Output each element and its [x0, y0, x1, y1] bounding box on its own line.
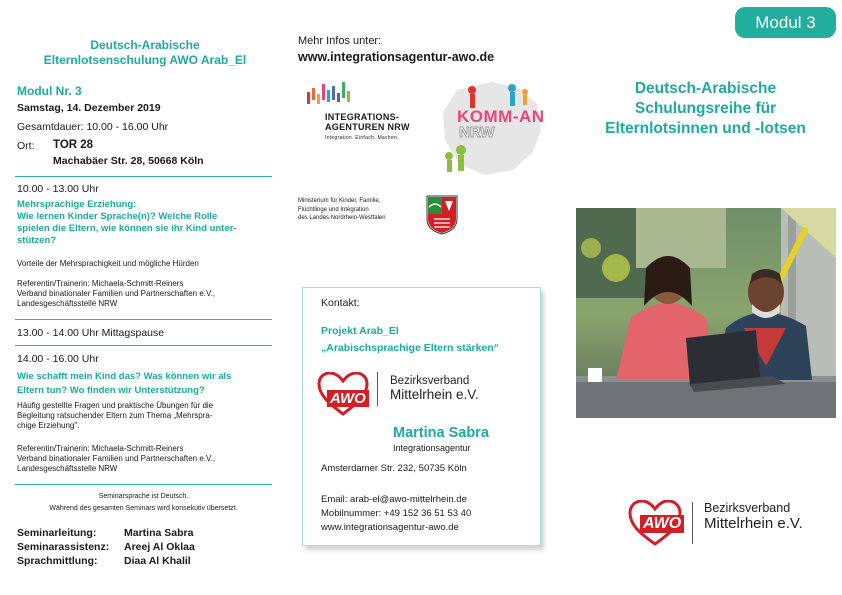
awo-org-line: Bezirksverband — [704, 501, 791, 515]
divider — [15, 319, 272, 320]
block2-trainer-line: Verband binationaler Familien und Partnerschaften e.V., — [17, 454, 216, 463]
awo-wordmark: AWO — [327, 390, 369, 407]
contact-email[interactable]: Email: arab-el@awo-mittelrhein.de — [321, 494, 467, 505]
left-title-line1: Deutsch-Arabische — [90, 38, 200, 52]
right-title-line: Schulungsreihe für — [634, 100, 777, 117]
awo-logo-right — [628, 500, 838, 546]
lunch-break: 13.00 - 14.00 Uhr Mittagspause — [17, 327, 165, 339]
block2-desc-line: Häufig gestellte Fragen und praktische Übungen für die — [17, 401, 214, 410]
ia-logo-line: AGENTUREN NRW — [325, 122, 410, 132]
block1-trainer-line: Referentin/Trainerin: Michaela-Schmitt-Reiners — [17, 279, 184, 288]
module-badge: Modul 3 — [735, 7, 836, 38]
integrationsagenturen-logo — [305, 82, 425, 146]
block2-heading-line: Wie schafft mein Kind das? Was können wir als — [17, 371, 232, 382]
ministry-line: Ministerium für Kinder, Familie, — [298, 198, 381, 204]
date: Samstag, 14. Dezember 2019 — [17, 102, 161, 114]
awo-org-line: Mittelrhein e.V. — [390, 387, 479, 402]
more-info-url[interactable]: www.integrationsagentur-awo.de — [298, 50, 495, 64]
awo-org-line: Bezirksverband — [390, 375, 470, 387]
staff-row — [17, 526, 195, 540]
nrw-coat-of-arms-icon — [426, 195, 458, 235]
contact-phone: Mobilnummer: +49 152 36 51 53 40 — [321, 508, 472, 519]
block2-desc-line: chige Erziehung". — [17, 421, 80, 430]
nrw-text: NRW — [459, 124, 495, 141]
place-name: TOR 28 — [53, 139, 94, 151]
divider — [15, 484, 272, 485]
block1-description: Vorteile der Mehrsprachigkeit und mögliche Hürden — [17, 259, 199, 268]
left-title-line2: Elternlotsenschulung AWO Arab_El — [43, 53, 247, 67]
staff-row — [17, 540, 195, 554]
block2-desc-line: Begleitung ratsuchender Eltern zum Thema „Mehrspra- — [17, 411, 213, 420]
contact-address: Amsterdamer Str. 232, 50735 Köln — [321, 463, 467, 474]
ia-logo-text — [325, 112, 410, 143]
more-info-label: Mehr Infos unter: — [298, 35, 382, 47]
bars-logo-icon — [305, 82, 365, 112]
komm-an-nrw-logo — [437, 78, 547, 178]
block1-heading-line: Wie lernen Kinder Sprache(n)? Welche Rolle — [17, 211, 218, 222]
right-title — [578, 79, 833, 139]
awo-org-line: Mittelrhein e.V. — [704, 515, 803, 532]
ia-logo-tagline: Integration. Einfach. Machen. — [325, 135, 399, 141]
staff-row — [17, 554, 195, 568]
staff-role: Seminarassistenz: — [17, 541, 110, 553]
seminar-language — [15, 492, 272, 513]
ia-logo-line: INTEGRATIONS- — [325, 112, 400, 122]
ministry-line: des Landes Nordrhein-Westfalen — [298, 215, 386, 221]
photo-two-people-laptop — [576, 208, 836, 418]
block1-heading — [17, 199, 277, 247]
block1-trainer-line: Verband binationaler Familien und Partnerschaften e.V., — [17, 289, 216, 298]
contact-person-role: Integrationsagentur — [393, 443, 471, 453]
staff-name: Diaa Al Khalil — [124, 555, 191, 567]
project-subtitle: „Arabischsprachige Eltern stärken“ — [321, 342, 499, 354]
block1-trainer — [17, 279, 215, 309]
block2-trainer-line: Landesgeschäftsstelle NRW — [17, 464, 118, 473]
duration: Gesamtdauer: 10.00 - 16.00 Uhr — [17, 121, 169, 133]
right-title-line: Elternlotsinnen und -lotsen — [605, 120, 806, 137]
contact-label: Kontakt: — [321, 297, 360, 309]
komm-an-text: KOMM-AN — [457, 107, 545, 126]
block2-trainer — [17, 444, 215, 474]
language-line: Seminarsprache ist Deutsch. — [98, 493, 189, 500]
awo-org-name — [704, 501, 803, 531]
block1-trainer-line: Landesgeschäftsstelle NRW — [17, 299, 118, 308]
block2-time: 14.00 - 16.00 Uhr — [17, 353, 99, 365]
left-title — [15, 38, 275, 68]
block2-trainer-line: Referentin/Trainerin: Michaela-Schmitt-Reiners — [17, 444, 184, 453]
staff-name: Martina Sabra — [124, 527, 194, 539]
staff-role: Seminarleitung: — [17, 527, 97, 539]
block1-heading-line: Mehrsprachige Erziehung: — [17, 199, 137, 210]
block2-description — [17, 401, 213, 431]
divider — [15, 345, 272, 346]
block1-heading-line: spielen die Eltern, wie können sie ihr Kind unter- — [17, 223, 237, 234]
contact-person: Martina Sabra — [393, 425, 489, 441]
language-line: Während des gesamten Seminars wird konsekutiv übersetzt. — [49, 505, 238, 512]
staff-name: Areej Al Oklaa — [124, 541, 195, 553]
awo-logo-divider — [692, 502, 693, 544]
photo-illustration — [576, 208, 836, 418]
ministry-text — [298, 197, 386, 223]
contact-card — [302, 287, 541, 546]
contact-website[interactable]: www.integrationsagentur-awo.de — [321, 522, 459, 533]
divider — [15, 176, 272, 177]
staff-role: Sprachmittlung: — [17, 555, 98, 567]
block1-time: 10.00 - 13.00 Uhr — [17, 183, 99, 195]
staff-list — [17, 526, 195, 568]
block1-heading-line: stützen? — [17, 235, 57, 246]
awo-org-name — [390, 374, 479, 402]
block2-heading — [17, 370, 277, 398]
right-title-line: Deutsch-Arabische — [634, 80, 777, 97]
block2-heading-line: Eltern tun? Wo finden wir Unterstützung? — [17, 385, 205, 396]
place-label: Ort: — [17, 140, 35, 152]
module-number: Modul Nr. 3 — [17, 84, 82, 98]
awo-logo — [317, 372, 527, 416]
place-address: Machabäer Str. 28, 50668 Köln — [53, 155, 204, 167]
project-name: Projekt Arab_El — [321, 325, 399, 337]
awo-logo-divider — [377, 372, 378, 406]
ministry-line: Flüchtlinge und Integration — [298, 206, 369, 213]
awo-wordmark: AWO — [640, 515, 684, 533]
